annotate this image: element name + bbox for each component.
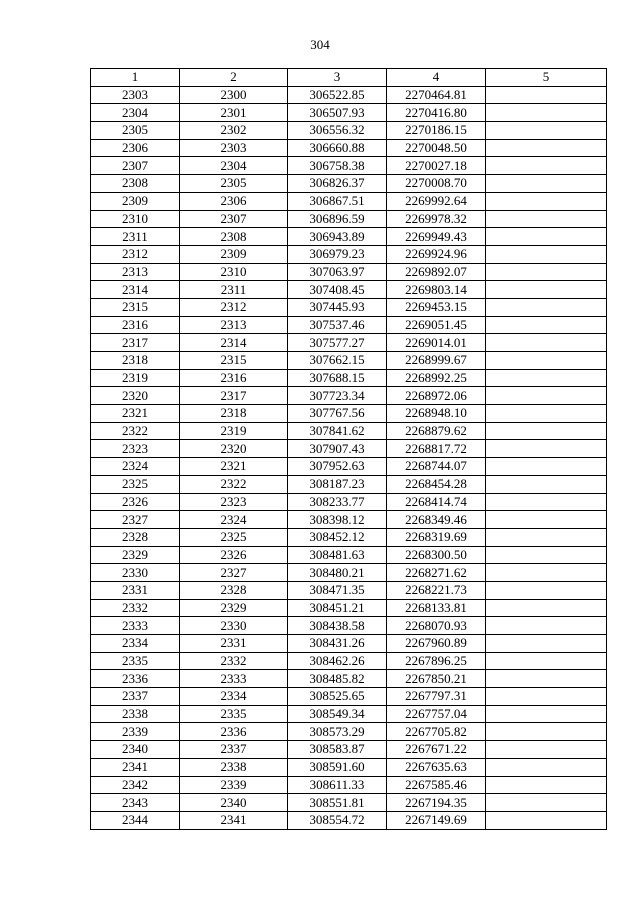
table-cell-col3: 308551.81 <box>288 794 387 812</box>
table-cell-col3: 306943.89 <box>288 228 387 246</box>
table-row <box>91 458 607 476</box>
table-cell-col2: 2326 <box>180 546 288 564</box>
table-cell-col3: 308452.12 <box>288 528 387 546</box>
page-number: 304 <box>310 37 330 52</box>
table-cell-col5 <box>486 635 607 653</box>
table-cell-col5 <box>486 405 607 423</box>
table-row <box>91 758 607 776</box>
table-cell-col2: 2300 <box>180 86 288 104</box>
table-cell-col4: 2268948.10 <box>387 405 486 423</box>
header-cell-3: 3 <box>288 69 387 87</box>
table-cell-col1: 2336 <box>91 670 180 688</box>
table-cell-col5 <box>486 86 607 104</box>
table-cell-col2: 2307 <box>180 210 288 228</box>
table-row <box>91 122 607 140</box>
table-cell-col4: 2267635.63 <box>387 758 486 776</box>
table-cell-col5 <box>486 298 607 316</box>
header-row <box>91 69 607 87</box>
table-cell-col2: 2319 <box>180 422 288 440</box>
table-cell-col3: 308462.26 <box>288 652 387 670</box>
table-cell-col1: 2312 <box>91 245 180 263</box>
table-cell-col5 <box>486 369 607 387</box>
table-cell-col5 <box>486 440 607 458</box>
table-cell-col5 <box>486 422 607 440</box>
table-cell-col3: 308398.12 <box>288 511 387 529</box>
table-cell-col1: 2334 <box>91 635 180 653</box>
table-cell-col4: 2268879.62 <box>387 422 486 440</box>
header-cell-4: 4 <box>387 69 486 87</box>
table-cell-col4: 2269924.96 <box>387 245 486 263</box>
table-cell-col5 <box>486 511 607 529</box>
table-cell-col4: 2269803.14 <box>387 281 486 299</box>
table-cell-col5 <box>486 352 607 370</box>
table-cell-col5 <box>486 475 607 493</box>
table-row <box>91 405 607 423</box>
table-cell-col5 <box>486 741 607 759</box>
table-row <box>91 281 607 299</box>
table-cell-col3: 308431.26 <box>288 635 387 653</box>
table-row <box>91 263 607 281</box>
table-cell-col5 <box>486 228 607 246</box>
table-cell-col3: 306522.85 <box>288 86 387 104</box>
table-cell-col4: 2270186.15 <box>387 122 486 140</box>
table-cell-col4: 2268744.07 <box>387 458 486 476</box>
table-cell-col4: 2268999.67 <box>387 352 486 370</box>
table-row <box>91 245 607 263</box>
table-cell-col4: 2267194.35 <box>387 794 486 812</box>
table-cell-col3: 307063.97 <box>288 263 387 281</box>
table-row <box>91 546 607 564</box>
table-cell-col5 <box>486 776 607 794</box>
table-row <box>91 316 607 334</box>
table-cell-col2: 2333 <box>180 670 288 688</box>
table-cell-col1: 2306 <box>91 139 180 157</box>
table-row <box>91 298 607 316</box>
table-cell-col1: 2333 <box>91 617 180 635</box>
table-cell-col1: 2327 <box>91 511 180 529</box>
table-cell-col4: 2268349.46 <box>387 511 486 529</box>
table-cell-col2: 2332 <box>180 652 288 670</box>
table-row <box>91 387 607 405</box>
table-cell-col4: 2267149.69 <box>387 811 486 829</box>
table-cell-col4: 2267960.89 <box>387 635 486 653</box>
table-cell-col5 <box>486 104 607 122</box>
table-cell-col3: 308187.23 <box>288 475 387 493</box>
table-cell-col4: 2268817.72 <box>387 440 486 458</box>
table-cell-col1: 2344 <box>91 811 180 829</box>
header-cell-1: 1 <box>91 69 180 87</box>
table-cell-col1: 2343 <box>91 794 180 812</box>
table-row <box>91 511 607 529</box>
table-cell-col3: 306758.38 <box>288 157 387 175</box>
table-cell-col4: 2268454.28 <box>387 475 486 493</box>
table-row <box>91 475 607 493</box>
table-row <box>91 139 607 157</box>
table-cell-col4: 2268271.62 <box>387 564 486 582</box>
table-cell-col3: 307723.34 <box>288 387 387 405</box>
table-cell-col5 <box>486 546 607 564</box>
table-cell-col1: 2315 <box>91 298 180 316</box>
table-cell-col1: 2330 <box>91 564 180 582</box>
table-cell-col3: 308573.29 <box>288 723 387 741</box>
table-row <box>91 422 607 440</box>
table-cell-col3: 306660.88 <box>288 139 387 157</box>
table-row <box>91 705 607 723</box>
table-cell-col1: 2314 <box>91 281 180 299</box>
table-cell-col3: 306867.51 <box>288 192 387 210</box>
table-cell-col2: 2337 <box>180 741 288 759</box>
table-cell-col4: 2268070.93 <box>387 617 486 635</box>
table-cell-col3: 308451.21 <box>288 599 387 617</box>
table-cell-col5 <box>486 387 607 405</box>
table-cell-col2: 2329 <box>180 599 288 617</box>
table-cell-col2: 2315 <box>180 352 288 370</box>
table-cell-col1: 2320 <box>91 387 180 405</box>
table-cell-col5 <box>486 599 607 617</box>
table-cell-col3: 307408.45 <box>288 281 387 299</box>
table-row <box>91 670 607 688</box>
table-cell-col2: 2309 <box>180 245 288 263</box>
table-cell-col5 <box>486 723 607 741</box>
table-cell-col5 <box>486 811 607 829</box>
table-cell-col5 <box>486 758 607 776</box>
table-cell-col4: 2267585.46 <box>387 776 486 794</box>
table-cell-col1: 2324 <box>91 458 180 476</box>
table-cell-col3: 306826.37 <box>288 175 387 193</box>
table-cell-col1: 2325 <box>91 475 180 493</box>
table-cell-col2: 2312 <box>180 298 288 316</box>
table-cell-col3: 307688.15 <box>288 369 387 387</box>
table-cell-col2: 2306 <box>180 192 288 210</box>
table-row <box>91 635 607 653</box>
table-cell-col5 <box>486 263 607 281</box>
table-cell-col2: 2323 <box>180 493 288 511</box>
table-cell-col2: 2302 <box>180 122 288 140</box>
table-cell-col1: 2323 <box>91 440 180 458</box>
table-cell-col2: 2320 <box>180 440 288 458</box>
table-cell-col2: 2314 <box>180 334 288 352</box>
table-row <box>91 741 607 759</box>
table-cell-col1: 2326 <box>91 493 180 511</box>
table-cell-col2: 2330 <box>180 617 288 635</box>
table-row <box>91 528 607 546</box>
table-cell-col3: 306507.93 <box>288 104 387 122</box>
table-cell-col2: 2303 <box>180 139 288 157</box>
table-cell-col3: 306896.59 <box>288 210 387 228</box>
table-row <box>91 228 607 246</box>
table-cell-col2: 2318 <box>180 405 288 423</box>
header-cell-5: 5 <box>486 69 607 87</box>
table-row <box>91 581 607 599</box>
table-cell-col1: 2308 <box>91 175 180 193</box>
table-cell-col3: 306979.23 <box>288 245 387 263</box>
table-cell-col5 <box>486 458 607 476</box>
table-cell-col2: 2327 <box>180 564 288 582</box>
table-cell-col3: 307767.56 <box>288 405 387 423</box>
table-cell-col5 <box>486 652 607 670</box>
table-cell-col5 <box>486 334 607 352</box>
table-cell-col4: 2268972.06 <box>387 387 486 405</box>
table-cell-col3: 308583.87 <box>288 741 387 759</box>
table-cell-col4: 2269892.07 <box>387 263 486 281</box>
table-cell-col5 <box>486 794 607 812</box>
table-cell-col5 <box>486 316 607 334</box>
table-cell-col4: 2267797.31 <box>387 688 486 706</box>
table-cell-col5 <box>486 564 607 582</box>
table-cell-col4: 2269949.43 <box>387 228 486 246</box>
table-row <box>91 440 607 458</box>
table-cell-col4: 2270048.50 <box>387 139 486 157</box>
table-row <box>91 210 607 228</box>
table-cell-col2: 2308 <box>180 228 288 246</box>
table-cell-col4: 2268319.69 <box>387 528 486 546</box>
table-cell-col3: 308438.58 <box>288 617 387 635</box>
table-cell-col4: 2268221.73 <box>387 581 486 599</box>
table-cell-col1: 2304 <box>91 104 180 122</box>
table-cell-col4: 2267671.22 <box>387 741 486 759</box>
table-cell-col5 <box>486 493 607 511</box>
table-cell-col2: 2321 <box>180 458 288 476</box>
table-cell-col4: 2270464.81 <box>387 86 486 104</box>
table-cell-col2: 2338 <box>180 758 288 776</box>
table-cell-col1: 2321 <box>91 405 180 423</box>
table-cell-col2: 2340 <box>180 794 288 812</box>
table-row <box>91 493 607 511</box>
coordinates-table <box>90 68 607 830</box>
header-cell-2: 2 <box>180 69 288 87</box>
table-body <box>91 86 607 829</box>
table-cell-col4: 2269014.01 <box>387 334 486 352</box>
table-cell-col3: 308233.77 <box>288 493 387 511</box>
table-cell-col5 <box>486 688 607 706</box>
table-row <box>91 192 607 210</box>
table-cell-col1: 2303 <box>91 86 180 104</box>
table-cell-col5 <box>486 581 607 599</box>
table-cell-col4: 2268414.74 <box>387 493 486 511</box>
table-cell-col5 <box>486 210 607 228</box>
table-row <box>91 369 607 387</box>
table-cell-col4: 2270027.18 <box>387 157 486 175</box>
table-cell-col4: 2268133.81 <box>387 599 486 617</box>
table-row <box>91 352 607 370</box>
table-cell-col1: 2332 <box>91 599 180 617</box>
table-row <box>91 86 607 104</box>
table-cell-col3: 307662.15 <box>288 352 387 370</box>
table-cell-col1: 2340 <box>91 741 180 759</box>
table-row <box>91 652 607 670</box>
table-cell-col3: 308554.72 <box>288 811 387 829</box>
table-cell-col4: 2270416.80 <box>387 104 486 122</box>
table-cell-col3: 307907.43 <box>288 440 387 458</box>
table-cell-col3: 308525.65 <box>288 688 387 706</box>
table-cell-col5 <box>486 528 607 546</box>
table-cell-col1: 2338 <box>91 705 180 723</box>
table-cell-col3: 308481.63 <box>288 546 387 564</box>
table-cell-col1: 2339 <box>91 723 180 741</box>
table-cell-col1: 2341 <box>91 758 180 776</box>
table-cell-col2: 2322 <box>180 475 288 493</box>
table-cell-col4: 2267705.82 <box>387 723 486 741</box>
table-row <box>91 617 607 635</box>
table-cell-col5 <box>486 139 607 157</box>
table-row <box>91 776 607 794</box>
table-cell-col4: 2268300.50 <box>387 546 486 564</box>
table-cell-col1: 2342 <box>91 776 180 794</box>
table-cell-col2: 2336 <box>180 723 288 741</box>
table-cell-col3: 308485.82 <box>288 670 387 688</box>
table-cell-col2: 2328 <box>180 581 288 599</box>
table-row <box>91 157 607 175</box>
table-row <box>91 599 607 617</box>
table-cell-col3: 307841.62 <box>288 422 387 440</box>
table-row <box>91 564 607 582</box>
table-cell-col3: 308591.60 <box>288 758 387 776</box>
table-cell-col2: 2310 <box>180 263 288 281</box>
table-cell-col1: 2313 <box>91 263 180 281</box>
table-row <box>91 175 607 193</box>
table-cell-col5 <box>486 175 607 193</box>
table-cell-col1: 2319 <box>91 369 180 387</box>
table-cell-col2: 2341 <box>180 811 288 829</box>
table-cell-col1: 2309 <box>91 192 180 210</box>
table-cell-col2: 2316 <box>180 369 288 387</box>
table-cell-col2: 2324 <box>180 511 288 529</box>
table-cell-col2: 2317 <box>180 387 288 405</box>
table-cell-col1: 2322 <box>91 422 180 440</box>
table-cell-col1: 2329 <box>91 546 180 564</box>
table-cell-col5 <box>486 122 607 140</box>
table-cell-col1: 2331 <box>91 581 180 599</box>
table-cell-col2: 2339 <box>180 776 288 794</box>
table-cell-col4: 2269978.32 <box>387 210 486 228</box>
table-cell-col5 <box>486 245 607 263</box>
table-cell-col3: 307537.46 <box>288 316 387 334</box>
table-cell-col2: 2301 <box>180 104 288 122</box>
table-cell-col4: 2269453.15 <box>387 298 486 316</box>
table-cell-col1: 2317 <box>91 334 180 352</box>
table-row <box>91 688 607 706</box>
table-cell-col1: 2328 <box>91 528 180 546</box>
table-cell-col5 <box>486 281 607 299</box>
table-cell-col1: 2318 <box>91 352 180 370</box>
table-cell-col1: 2310 <box>91 210 180 228</box>
table-row <box>91 334 607 352</box>
table-cell-col1: 2311 <box>91 228 180 246</box>
table-cell-col3: 308471.35 <box>288 581 387 599</box>
table-cell-col1: 2305 <box>91 122 180 140</box>
table-cell-col2: 2335 <box>180 705 288 723</box>
table-row <box>91 104 607 122</box>
table-cell-col1: 2316 <box>91 316 180 334</box>
table-cell-col3: 308549.34 <box>288 705 387 723</box>
table-cell-col3: 307577.27 <box>288 334 387 352</box>
table-cell-col3: 307952.63 <box>288 458 387 476</box>
table-cell-col3: 308480.21 <box>288 564 387 582</box>
table-cell-col3: 307445.93 <box>288 298 387 316</box>
table-cell-col4: 2267896.25 <box>387 652 486 670</box>
table-cell-col5 <box>486 705 607 723</box>
table-cell-col2: 2313 <box>180 316 288 334</box>
table-cell-col2: 2331 <box>180 635 288 653</box>
table-cell-col4: 2268992.25 <box>387 369 486 387</box>
table-cell-col1: 2337 <box>91 688 180 706</box>
table-cell-col4: 2267850.21 <box>387 670 486 688</box>
table-cell-col2: 2311 <box>180 281 288 299</box>
table-cell-col2: 2304 <box>180 157 288 175</box>
table-cell-col5 <box>486 157 607 175</box>
table-cell-col4: 2269992.64 <box>387 192 486 210</box>
table-cell-col2: 2325 <box>180 528 288 546</box>
table-cell-col5 <box>486 670 607 688</box>
table-cell-col1: 2307 <box>91 157 180 175</box>
table-cell-col5 <box>486 617 607 635</box>
table-row <box>91 811 607 829</box>
table-cell-col2: 2305 <box>180 175 288 193</box>
table-cell-col1: 2335 <box>91 652 180 670</box>
table-cell-col3: 306556.32 <box>288 122 387 140</box>
table-row <box>91 794 607 812</box>
table-header <box>91 69 607 87</box>
table-cell-col2: 2334 <box>180 688 288 706</box>
table-cell-col4: 2269051.45 <box>387 316 486 334</box>
table-cell-col4: 2270008.70 <box>387 175 486 193</box>
table-cell-col4: 2267757.04 <box>387 705 486 723</box>
table-cell-col5 <box>486 192 607 210</box>
table-cell-col3: 308611.33 <box>288 776 387 794</box>
table-row <box>91 723 607 741</box>
